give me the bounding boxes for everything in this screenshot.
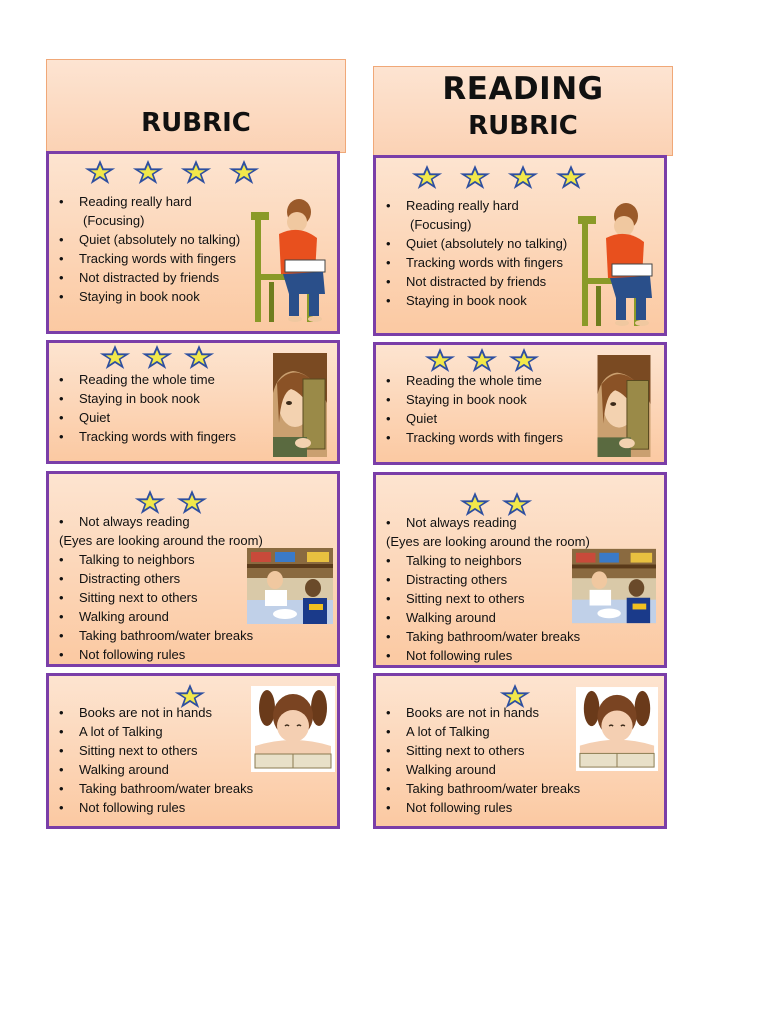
- list-item: (Eyes are looking around the room): [386, 534, 590, 549]
- list-item: • Sitting next to others: [382, 741, 580, 760]
- star-icon: [132, 159, 164, 185]
- star-icon: [507, 164, 539, 190]
- list-item: • Staying in book nook: [382, 390, 563, 409]
- list-item: • Sitting next to others: [55, 741, 253, 760]
- four-star-card: [373, 155, 667, 336]
- list-item: • Walking around: [55, 607, 263, 626]
- criteria-list: [55, 703, 253, 817]
- list-item: • Books are not in hands: [55, 703, 253, 722]
- list-item: (Eyes are looking around the room): [59, 533, 263, 548]
- criteria-list: [382, 196, 567, 310]
- four-star-card: [46, 151, 340, 334]
- list-item: • Books are not in hands: [382, 703, 580, 722]
- list-item: • Not following rules: [55, 798, 253, 817]
- star-icon: [84, 159, 116, 185]
- list-item: • Walking around: [382, 760, 580, 779]
- list-item: • Not distracted by friends: [382, 272, 567, 291]
- bored-girl-image: [576, 686, 658, 772]
- list-item: • Not following rules: [382, 646, 590, 665]
- criteria-list: [55, 512, 263, 664]
- list-item: • Not distracted by friends: [55, 268, 240, 287]
- two-star-card: [46, 471, 340, 667]
- list-item: • Taking bathroom/water breaks: [55, 779, 253, 798]
- left-title: RUBRIC: [141, 108, 251, 138]
- list-item: • Quiet (absolutely no talking): [55, 230, 240, 249]
- right-title-line-2: RUBRIC: [468, 111, 578, 141]
- list-item: • Staying in book nook: [382, 291, 567, 310]
- list-item: • Reading the whole time: [55, 370, 236, 389]
- list-item: • Distracting others: [382, 570, 590, 589]
- star-icon: [459, 164, 491, 190]
- list-item: • Walking around: [55, 760, 253, 779]
- criteria-list: [55, 192, 240, 306]
- list-item: • Quiet (absolutely no talking): [382, 234, 567, 253]
- list-item: • Sitting next to others: [382, 589, 590, 608]
- girl-reading-image: [597, 355, 651, 457]
- right-title-box: [373, 66, 673, 156]
- star-icon: [228, 159, 260, 185]
- list-item: • Tracking words with fingers: [55, 427, 236, 446]
- list-item: • Not always reading: [382, 513, 590, 532]
- list-item: • Distracting others: [55, 569, 263, 588]
- star-icon: [180, 159, 212, 185]
- three-star-card: [46, 340, 340, 464]
- girl-reading-image: [273, 353, 327, 457]
- list-item: • Talking to neighbors: [382, 551, 590, 570]
- criteria-list: [55, 370, 236, 446]
- list-item: • Reading really hard: [55, 192, 240, 211]
- criteria-list: [382, 513, 590, 665]
- list-item: • Talking to neighbors: [55, 550, 263, 569]
- star-icon: [99, 344, 131, 370]
- list-item: • Quiet: [55, 408, 236, 427]
- one-star-card: [373, 673, 667, 829]
- list-item: • Not following rules: [55, 645, 263, 664]
- three-star-card: [373, 342, 667, 465]
- list-item: • Not following rules: [382, 798, 580, 817]
- one-star-card: [46, 673, 340, 829]
- list-item: • Tracking words with fingers: [382, 428, 563, 447]
- list-item: • Walking around: [382, 608, 590, 627]
- list-item: • A lot of Talking: [382, 722, 580, 741]
- list-item: • Staying in book nook: [55, 287, 240, 306]
- star-icon: [411, 164, 443, 190]
- kids-in-classroom-image: [572, 548, 656, 624]
- criteria-list: [382, 371, 563, 447]
- list-item: • Tracking words with fingers: [55, 249, 240, 268]
- list-item: • Sitting next to others: [55, 588, 263, 607]
- star-rating: [84, 159, 260, 187]
- star-icon: [508, 347, 540, 373]
- list-item: (Focusing): [410, 217, 472, 232]
- boy-reading-on-chair-image: [576, 198, 662, 328]
- list-item: • Reading the whole time: [382, 371, 563, 390]
- list-item: • Staying in book nook: [55, 389, 236, 408]
- criteria-list: [382, 703, 580, 817]
- right-title-line-1: READING: [442, 71, 604, 107]
- list-item: • Taking bathroom/water breaks: [382, 627, 590, 646]
- star-icon: [141, 344, 173, 370]
- list-item: (Focusing): [83, 213, 145, 228]
- right-rubric-column: [373, 0, 673, 1024]
- list-item: • Taking bathroom/water breaks: [382, 779, 580, 798]
- two-star-card: [373, 472, 667, 668]
- list-item: • A lot of Talking: [55, 722, 253, 741]
- list-item: • Not always reading: [55, 512, 263, 531]
- list-item: • Reading really hard: [382, 196, 567, 215]
- star-rating: [411, 164, 587, 192]
- star-icon: [424, 347, 456, 373]
- star-icon: [183, 344, 215, 370]
- list-item: • Tracking words with fingers: [382, 253, 567, 272]
- star-rating: [99, 344, 215, 372]
- left-title-box: [46, 59, 346, 153]
- list-item: • Quiet: [382, 409, 563, 428]
- bored-girl-image: [251, 686, 335, 772]
- kids-in-classroom-image: [247, 548, 333, 624]
- boy-reading-on-chair-image: [249, 194, 335, 324]
- left-rubric-column: [46, 0, 346, 1024]
- list-item: • Taking bathroom/water breaks: [55, 626, 263, 645]
- star-icon: [466, 347, 498, 373]
- star-icon: [555, 164, 587, 190]
